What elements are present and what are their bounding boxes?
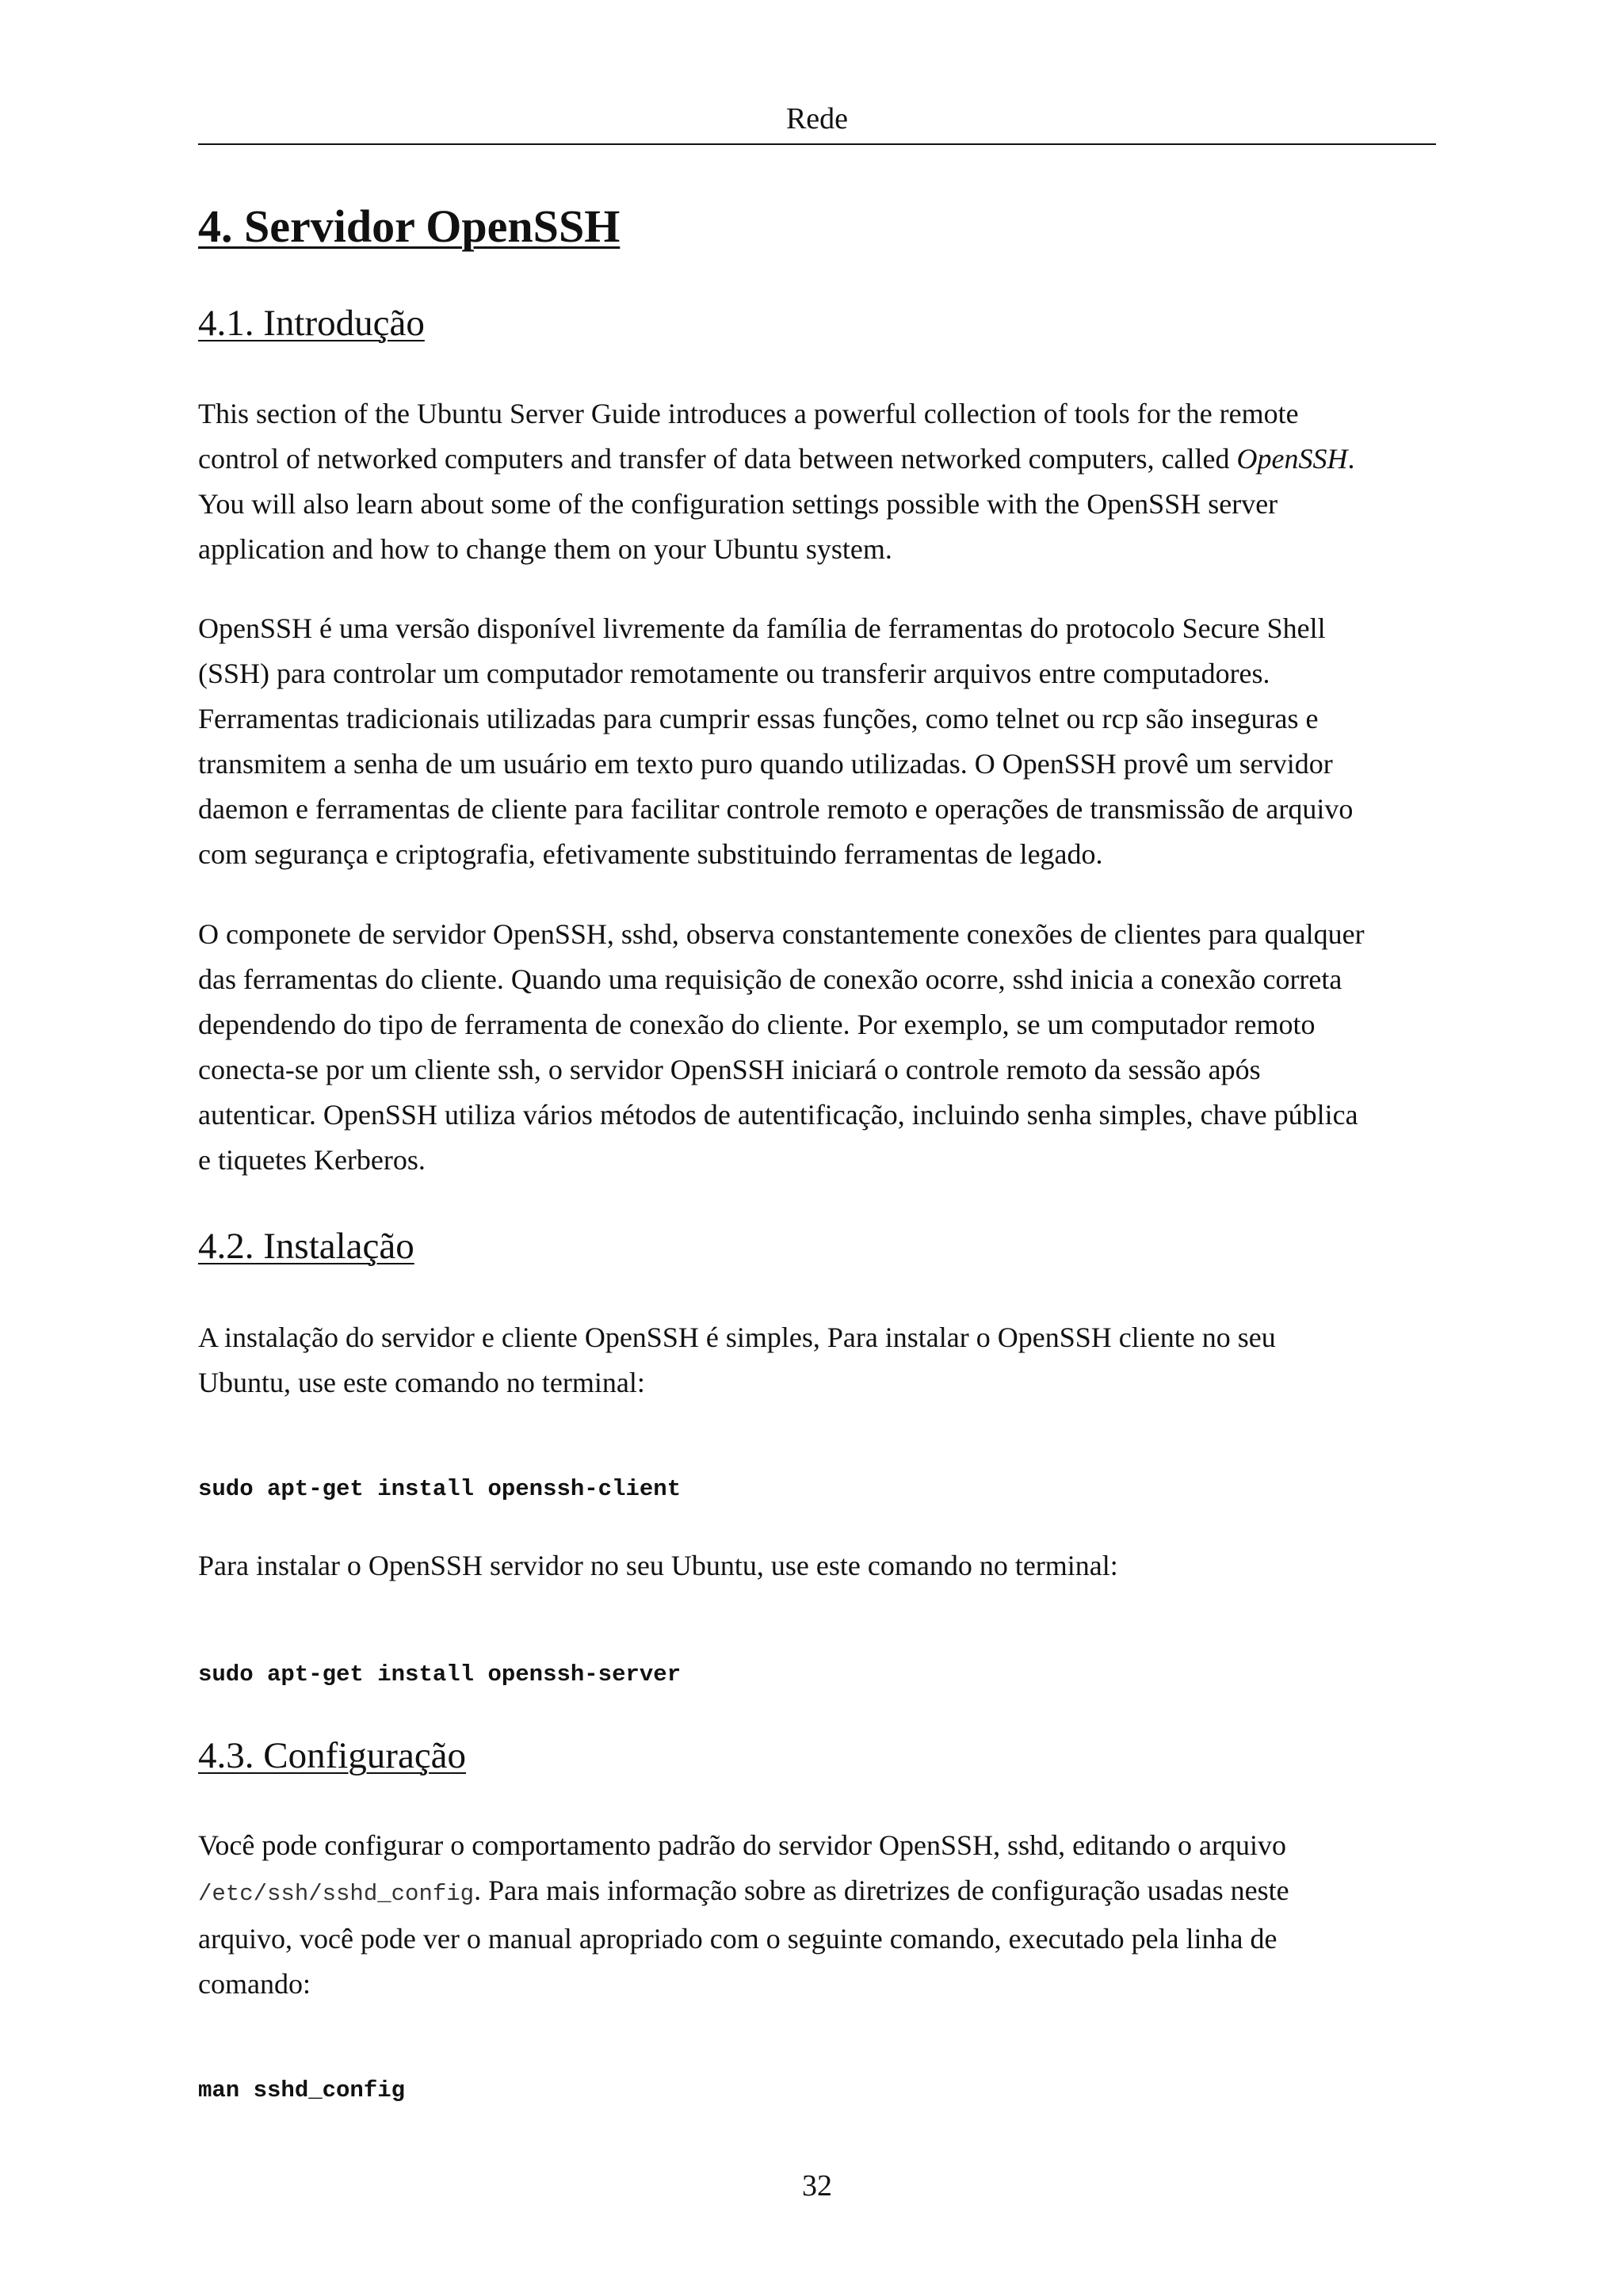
text-line: e tiquetes Kerberos.: [198, 1144, 426, 1176]
text-line: autenticar. OpenSSH utiliza vários métodos de autentificação, incluindo senha simples, chave pública: [198, 1099, 1358, 1131]
text-line: This section of the Ubuntu Server Guide introduces a powerful collection of tools for the remote: [198, 398, 1299, 429]
text-run: .: [1347, 443, 1355, 475]
config-heading: 4.3. Configuração: [198, 1735, 467, 1776]
text-line: daemon e ferramentas de cliente para facilitar controle remoto e operações de transmissão de arquivo: [198, 793, 1354, 825]
code-install-client: sudo apt-get install openssh-client: [198, 1476, 682, 1502]
intro-heading: 4.1. Introdução: [198, 303, 425, 344]
text-line: Ubuntu, use este comando no terminal:: [198, 1367, 645, 1398]
text-run: . Para mais informação sobre as diretrizes de configuração usadas neste: [474, 1875, 1289, 1906]
inline-code-path: /etc/ssh/sshd_config: [198, 1881, 475, 1907]
intro-paragraph-1: [198, 391, 1436, 572]
text-line: arquivo, você pode ver o manual apropriado com o seguinte comando, executado pela linha de: [198, 1923, 1277, 1955]
config-paragraph-1: [198, 1823, 1436, 2007]
text-line: transmitem a senha de um usuário em texto puro quando utilizadas. O OpenSSH provê um servidor: [198, 748, 1333, 780]
page-number: 32: [802, 2169, 832, 2203]
intro-paragraph-3: [198, 912, 1436, 1183]
text-line: application and how to change them on your Ubuntu system.: [198, 533, 892, 565]
text-line: comando:: [198, 1968, 311, 2000]
install-paragraph-2: [198, 1543, 1436, 1589]
text-line: [198, 1868, 1436, 1917]
text-line: com segurança e criptografia, efetivamente substituindo ferramentas de legado.: [198, 838, 1103, 870]
text-line: Para instalar o OpenSSH servidor no seu Ubuntu, use este comando no terminal:: [198, 1550, 1118, 1581]
section-title: 4. Servidor OpenSSH: [198, 200, 621, 252]
text-run: control of networked computers and transfer of data between networked computers, called: [198, 443, 1237, 475]
text-line: conecta-se por um cliente ssh, o servidor OpenSSH iniciará o controle remoto da sessão após: [198, 1054, 1261, 1085]
install-heading: 4.2. Instalação: [198, 1226, 414, 1267]
text-line: Ferramentas tradicionais utilizadas para cumprir essas funções, como telnet ou rcp são inseguras e: [198, 703, 1319, 734]
code-install-server: sudo apt-get install openssh-server: [198, 1661, 682, 1688]
text-line: das ferramentas do cliente. Quando uma requisição de conexão ocorre, sshd inicia a conexão correta: [198, 963, 1342, 995]
text-line: (SSH) para controlar um computador remotamente ou transferir arquivos entre computadores.: [198, 658, 1270, 689]
text-line: O componete de servidor OpenSSH, sshd, observa constantemente conexões de clientes para qualquer: [198, 918, 1365, 950]
running-header: Rede: [785, 102, 849, 135]
text-line: dependendo do tipo de ferramenta de conexão do cliente. Por exemplo, se um computador remoto: [198, 1009, 1316, 1040]
header-divider: [198, 143, 1436, 145]
install-paragraph-1: [198, 1315, 1436, 1405]
text-line: Você pode configurar o comportamento padrão do servidor OpenSSH, sshd, editando o arquivo: [198, 1829, 1287, 1861]
intro-paragraph-2: [198, 606, 1436, 877]
text-line: You will also learn about some of the configuration settings possible with the OpenSSH server: [198, 488, 1278, 520]
emphasis-openssh: OpenSSH: [1236, 443, 1348, 475]
text-line: A instalação do servidor e cliente OpenSSH é simples, Para instalar o OpenSSH cliente no seu: [198, 1322, 1276, 1353]
code-man-sshd-config: man sshd_config: [198, 2077, 406, 2103]
text-line: [198, 437, 1436, 482]
text-line: OpenSSH é uma versão disponível livremente da família de ferramentas do protocolo Secure Shell: [198, 612, 1326, 644]
